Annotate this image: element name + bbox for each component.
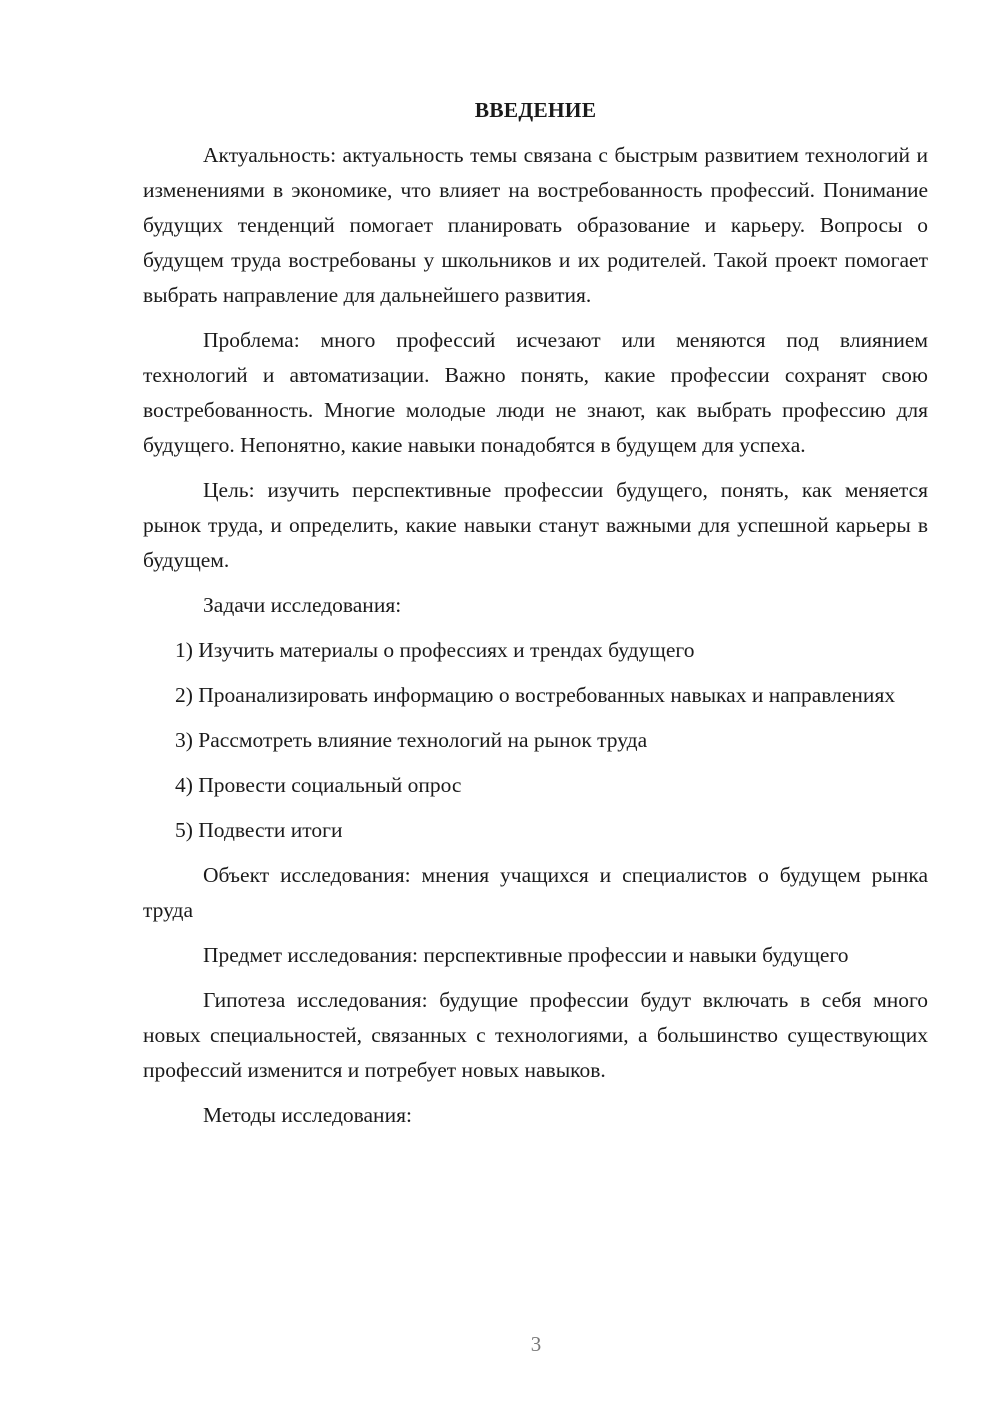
page-title: ВВЕДЕНИЕ xyxy=(474,98,597,122)
task-item-1: 1) Изучить материалы о профессиях и трендах будущего xyxy=(175,638,695,662)
goal-paragraph: Цель: изучить перспективные профессии будущего, понять, как меняется рынок труда, и определить, какие навыки станут важными для успешной карьеры в будущем. xyxy=(143,478,928,572)
subject-paragraph: Предмет исследования: перспективные профессии и навыки будущего xyxy=(203,943,849,967)
page-number: 3 xyxy=(530,1332,542,1356)
relevance-paragraph: Актуальность: актуальность темы связана с быстрым развитием технологий и изменениями в экономике, что влияет на востребованность профессий. Понимание будущих тенденций помогает планировать образование и карьеру. Вопросы о будущем труда востребованы у школьников и их родителей. Такой проект помогает выбрать направление для дальнейшего развития. xyxy=(143,143,928,307)
hypothesis-paragraph: Гипотеза исследования: будущие профессии будут включать в себя много новых специальностей, связанных с технологиями, а большинство существующих профессий изменится и потребует новых навыков. xyxy=(143,988,928,1082)
task-item-5: 5) Подвести итоги xyxy=(175,818,343,842)
task-item-3: 3) Рассмотреть влияние технологий на рынок труда xyxy=(175,728,648,752)
task-item-4: 4) Провести социальный опрос xyxy=(175,773,462,797)
problem-paragraph: Проблема: много профессий исчезают или меняются под влиянием технологий и автоматизации. Важно понять, какие профессии сохранят свою востребованность. Многие молодые люди не знают, как выбрать профессию для будущего. Непонятно, какие навыки понадобятся в будущем для успеха. xyxy=(143,328,928,457)
document-page xyxy=(143,92,928,1143)
methods-title: Методы исследования: xyxy=(203,1103,412,1127)
object-paragraph: Объект исследования: мнения учащихся и специалистов о будущем рынка труда xyxy=(143,863,928,922)
tasks-title: Задачи исследования: xyxy=(203,593,402,617)
task-item-2: 2) Проанализировать информацию о востребованных навыках и направлениях xyxy=(175,683,896,707)
